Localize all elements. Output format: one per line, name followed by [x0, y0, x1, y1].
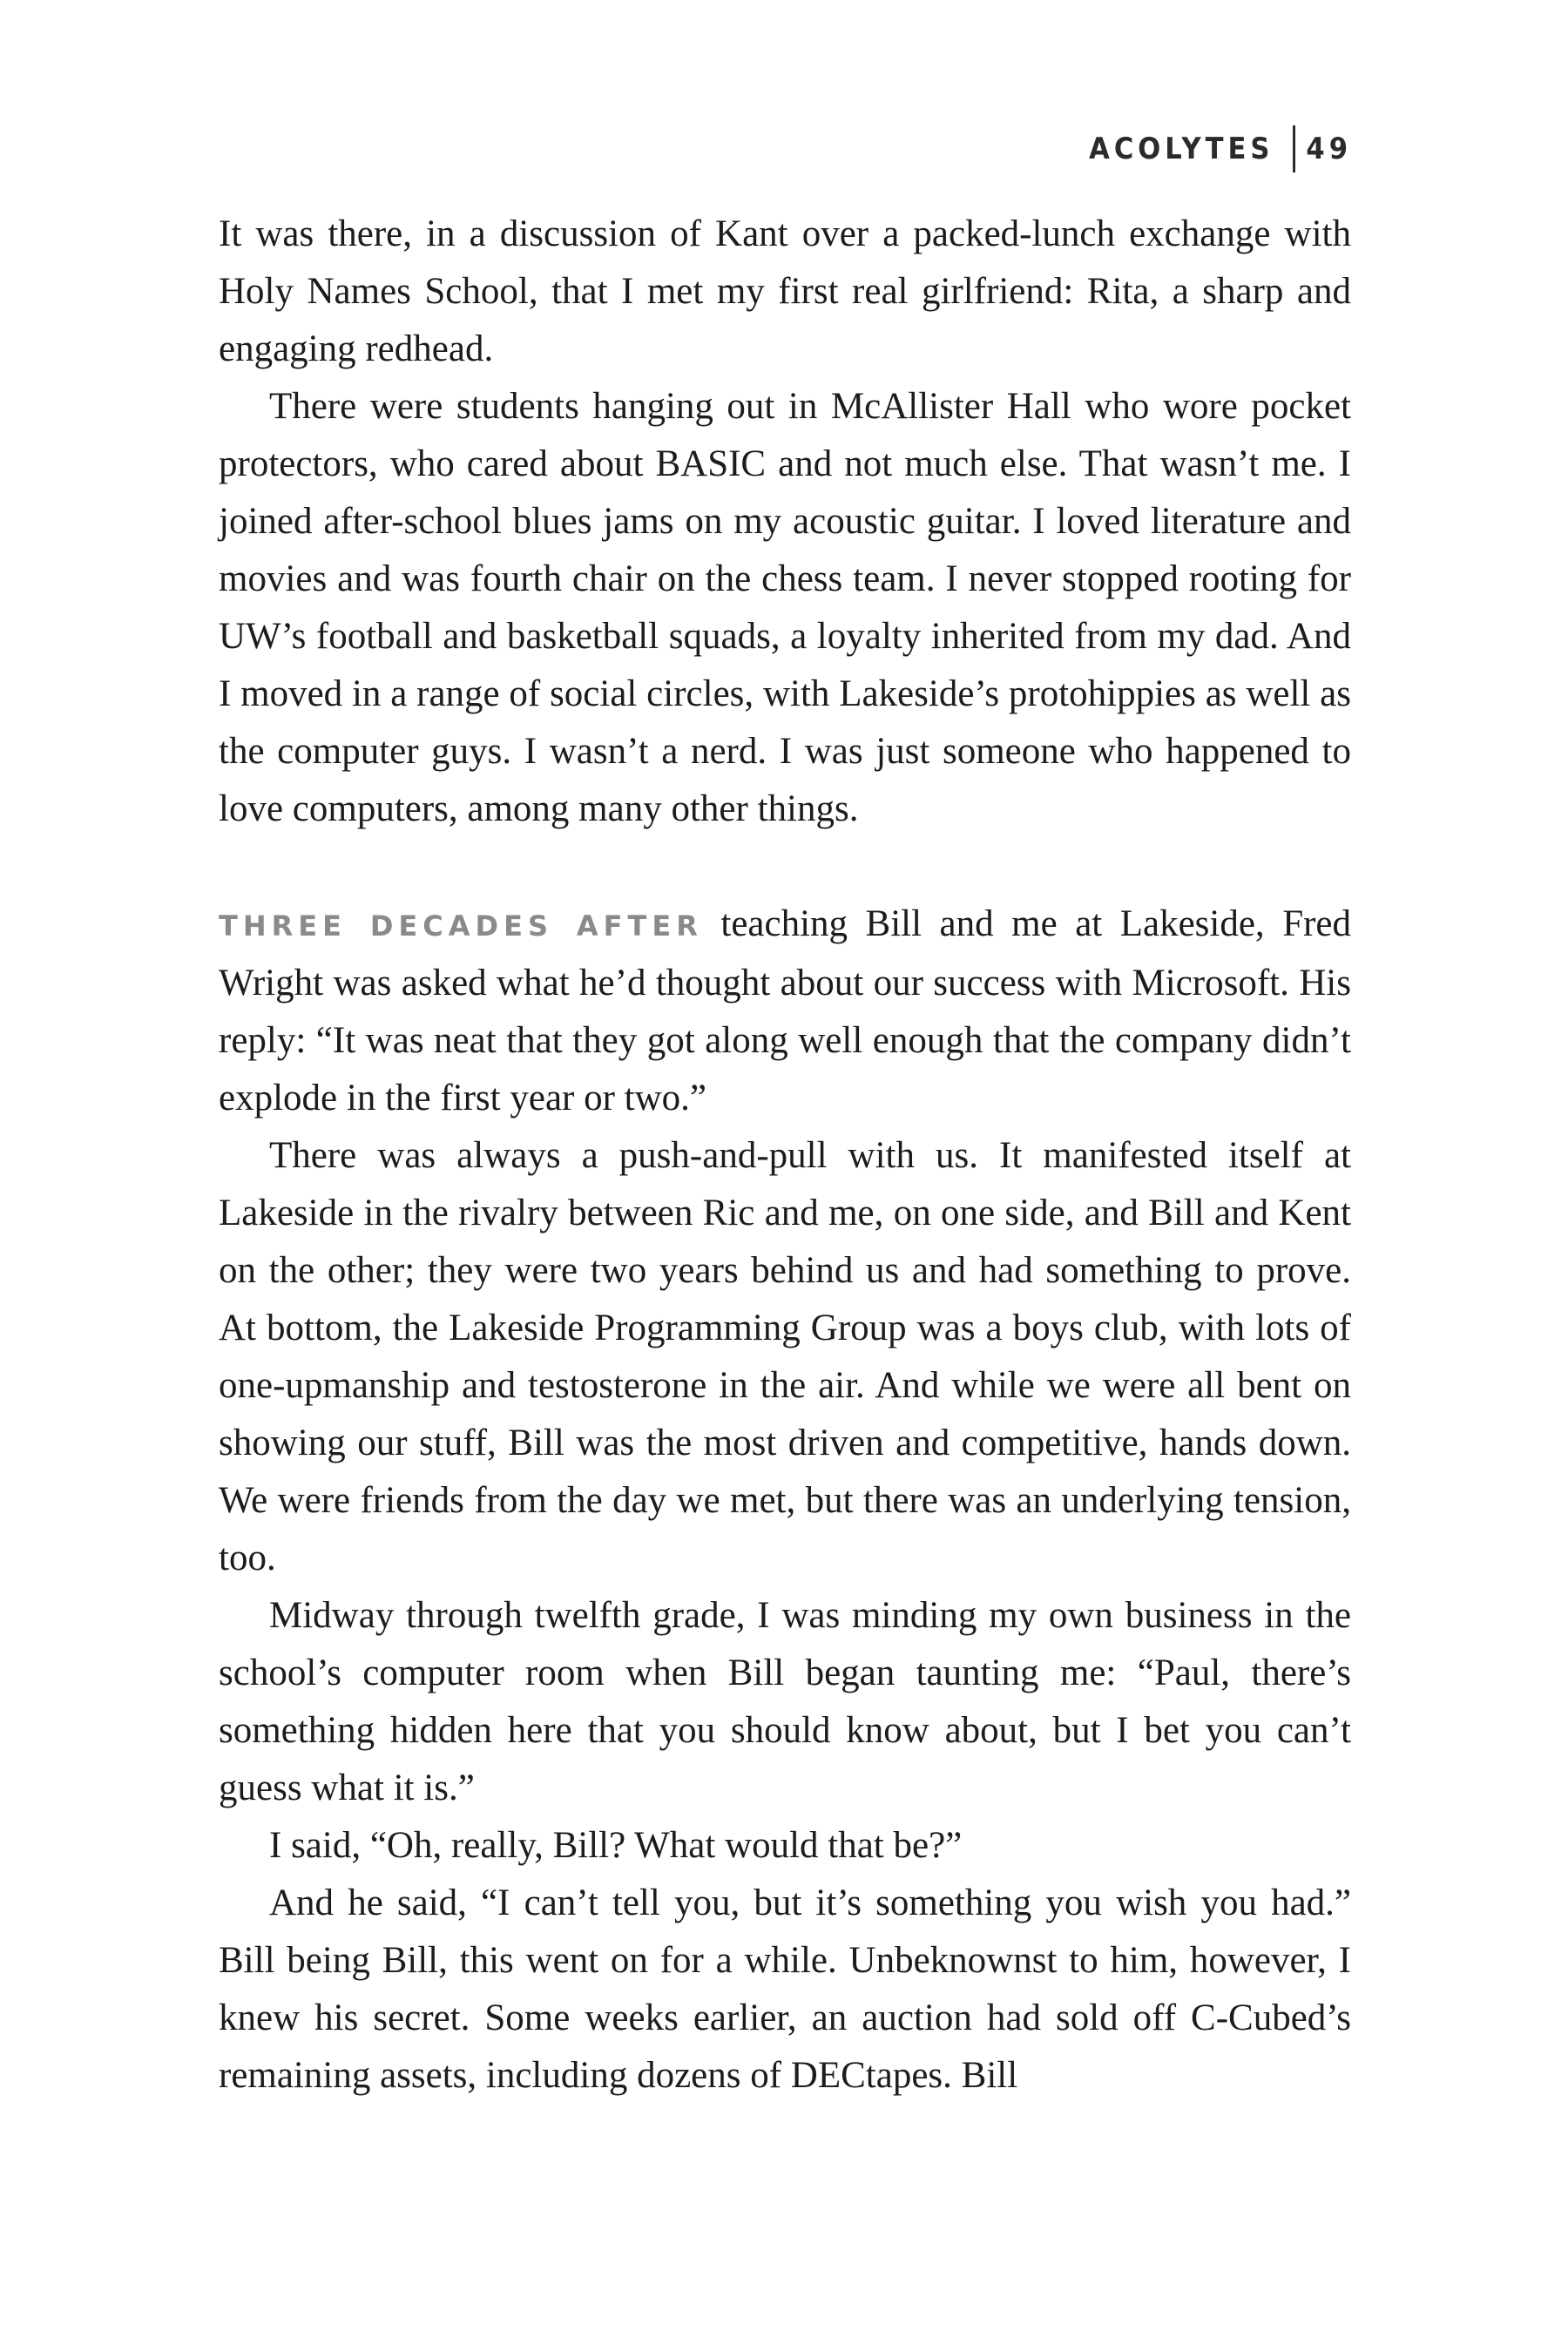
- paragraph: Midway through twelfth grade, I was minding my own business in the school’s computer room when Bill began taunting me: “Paul, there’s something hidden here that you should know about, but I bet you can’t guess what it is.”: [219, 1595, 1351, 1808]
- section-run-in: THREE DECADES AFTER: [219, 909, 703, 943]
- running-head: [1089, 125, 1352, 172]
- header-divider: [1293, 125, 1295, 172]
- paragraph: And he said, “I can’t tell you, but it’s something you wish you had.” Bill being Bill, this went on for a while. Unbeknownst to him, however, I knew his secret. Some weeks earlier, an auction had sold off C-Cubed’s remaining assets, including dozens of DECtapes. Bill: [219, 1882, 1351, 2096]
- paragraph: I said, “Oh, really, Bill? What would that be?”: [269, 1825, 963, 1866]
- paragraph: There was always a push-and-pull with us. It manifested itself at Lakeside in the rivalry between Ric and me, on one side, and Bill and Kent on the other; they were two years behind us and had something to prove. At bottom, the Lakeside Programming Group was a boys club, with lots of one-upmanship and testosterone in the air. And while we were all bent on showing our stuff, Bill was the most driven and competitive, hands down. We were friends from the day we met, but there was an underlying tension, too.: [219, 1135, 1351, 1578]
- running-title: ACOLYTES: [1089, 132, 1274, 166]
- paragraph: There were students hanging out in McAllister Hall who wore pocket protectors, who cared about BASIC and not much else. That wasn’t me. I joined after-school blues jams on my acoustic guitar. I loved literature and movies and was fourth chair on the chess team. I never stopped rooting for UW’s football and basketball squads, a loyalty inherited from my dad. And I moved in a range of social circles, with Lakeside’s protohippies as well as the computer guys. I wasn’t a nerd. I was just someone who happened to love computers, among many other things.: [219, 386, 1351, 829]
- paragraph-text: teaching Bill and me at Lakeside, Fred Wright was asked what he’d thought about our success with Microsoft. His reply: “It was neat that they got along well enough that the company didn’t explode in the first year or two.”: [219, 903, 1352, 1119]
- section-opening-paragraph: [219, 896, 1351, 1127]
- page-number: 49: [1306, 132, 1352, 166]
- body-text: [219, 206, 1351, 2105]
- paragraph: It was there, in a discussion of Kant over a packed-lunch exchange with Holy Names School, that I met my first real girlfriend: Rita, a sharp and engaging redhead.: [219, 213, 1351, 369]
